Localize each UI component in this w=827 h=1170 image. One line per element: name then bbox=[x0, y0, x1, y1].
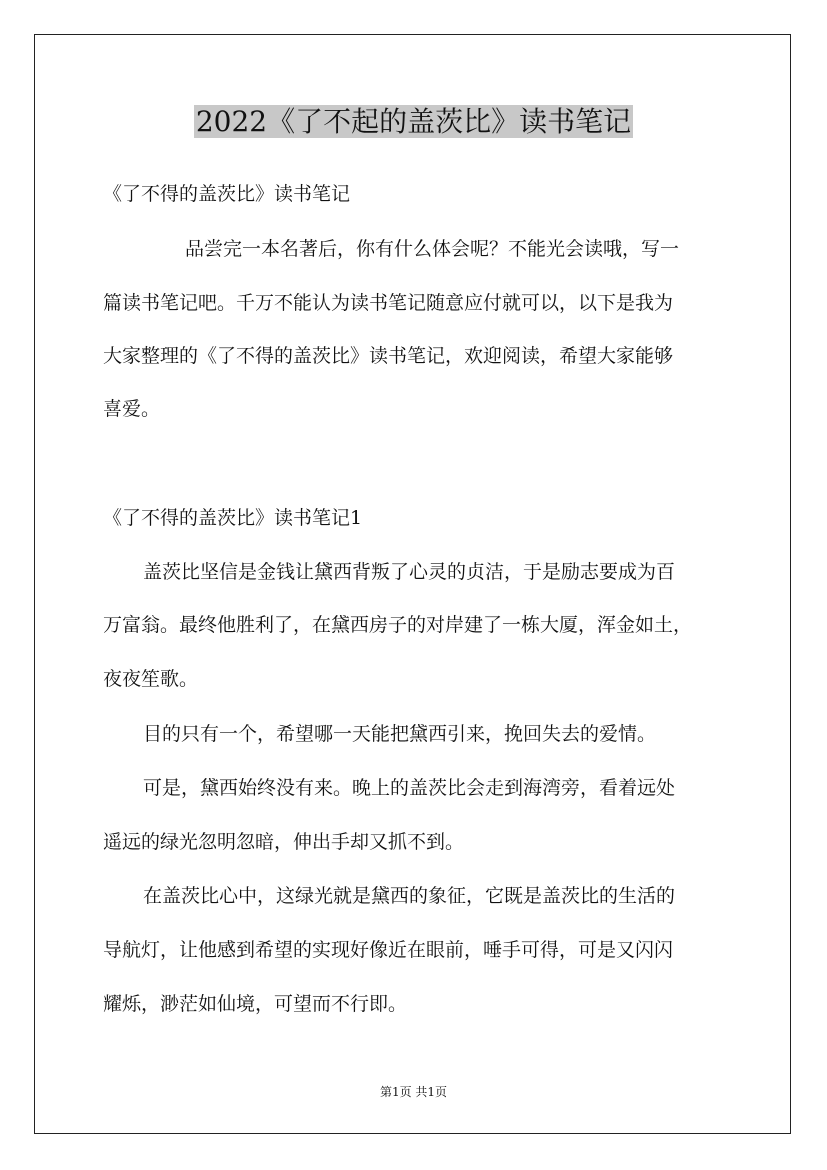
para4-line-1: 在盖茨比心中，这绿光就是黛西的象征，它既是盖茨比的生活的 bbox=[143, 885, 676, 907]
subtitle: 《了不得的盖茨比》读书笔记 bbox=[103, 183, 351, 205]
para1-line-2: 万富翁。最终他胜利了，在黛西房子的对岸建了一栋大厦，浑金如土， bbox=[103, 614, 693, 636]
para4-line-2: 导航灯，让他感到希望的实现好像近在眼前，唾手可得，可是又闪闪 bbox=[103, 939, 674, 961]
intro-line-3: 大家整理的《了不得的盖茨比》读书笔记，欢迎阅读，希望大家能够 bbox=[103, 345, 674, 367]
document-title bbox=[0, 102, 827, 142]
para2-line-1: 目的只有一个，希望哪一天能把黛西引来，挽回失去的爱情。 bbox=[143, 723, 657, 745]
para3-line-2: 遥远的绿光忽明忽暗，伸出手却又抓不到。 bbox=[103, 831, 465, 853]
section-heading: 《了不得的盖茨比》读书笔记1 bbox=[103, 507, 363, 529]
page-footer: 第1页 共1页 bbox=[379, 1085, 448, 1099]
intro-line-2: 篇读书笔记吧。千万不能认为读书笔记随意应付就可以，以下是我为 bbox=[103, 292, 674, 314]
intro-line-1: 品尝完一本名著后，你有什么体会呢？不能光会读哦，写一 bbox=[185, 238, 680, 260]
para1-line-1: 盖茨比坚信是金钱让黛西背叛了心灵的贞洁，于是励志要成为百 bbox=[143, 561, 676, 583]
intro-line-4: 喜爱。 bbox=[103, 398, 161, 420]
para4-line-3: 耀烁，渺茫如仙境，可望而不行即。 bbox=[103, 993, 408, 1015]
document-title-text: 2022《了不起的盖茨比》读书笔记 bbox=[195, 105, 632, 138]
para1-line-3: 夜夜笙歌。 bbox=[103, 668, 199, 690]
para3-line-1: 可是，黛西始终没有来。晚上的盖茨比会走到海湾旁，看着远处 bbox=[143, 777, 676, 799]
